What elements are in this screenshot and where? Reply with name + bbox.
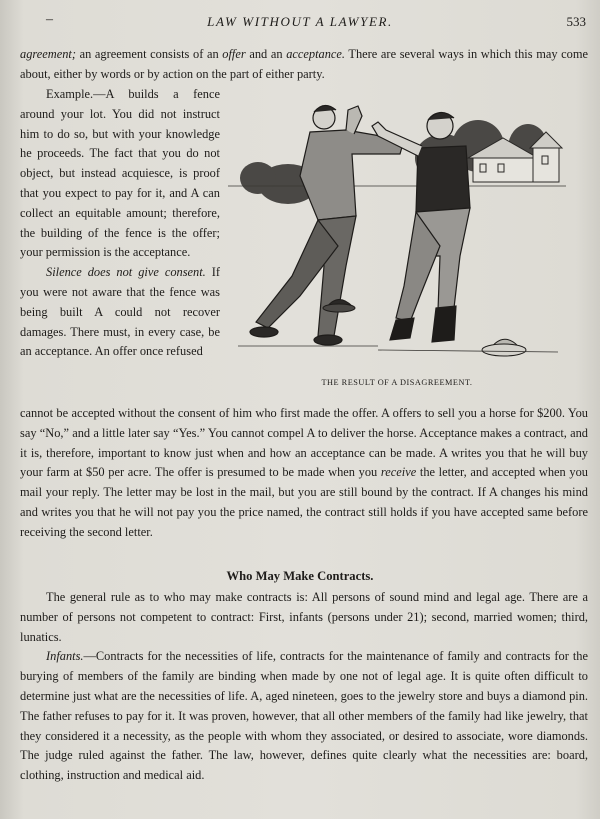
general-rule-paragraph: The general rule as to who may make contracts is: All persons of sound mind and legal age. There are a number of persons not competent to contract: First, infants (persons under 21); second, married women; third, lunatics. [20, 590, 588, 644]
example-paragraph: Example.—A builds a fence around your lot. You did not instruct him to do so, but with your knowledge he proceeds. The fact that you do not object, but instead acquiesce, is proof that you expect to pay for it, and A can collect an equitable amount; therefore, the building of the fence is the offer; your permission is the acceptance. [20, 87, 220, 260]
continuation-text [20, 404, 588, 543]
continuation-text-b: the letter, and accepted when you mail your reply. The letter may be lost in the mail, but you are still bound by the contract. If A changes his mind and writes you that he will not pay you the price named, the contract still holds if you have accepted same before receiving the second letter. [20, 465, 588, 539]
infants-heading: Infants. [46, 649, 84, 664]
left-column [20, 85, 220, 362]
figure-caption: THE RESULT OF A DISAGREEMENT. [321, 378, 473, 387]
intro-paragraph [20, 45, 588, 85]
silence-paragraph [20, 263, 220, 362]
intro-text-a: an agreement consists of an [75, 47, 223, 61]
page-header [0, 0, 600, 40]
header-dash: – [46, 12, 53, 27]
receive-word: receive [380, 465, 417, 480]
intro-offer: offer [222, 47, 246, 61]
hats-on-ground [323, 299, 526, 356]
fight-illustration [228, 96, 566, 368]
silence-heading: Silence does not give consent. [46, 265, 206, 280]
infants-text: —Contracts for the necessities of life, contracts for the maintenance of family and contracts for the burying of members of the family are binding when made by one not of legal age. It is quite often difficult to determine just what are the necessities of life. A, aged nineteen, goes to the jewelry store and buys a diamond pin. The father refuses to pay for it. It was proven, however, that all other members of the family had like jewelry, that they considered it a necessity, as the people with whom they associated, or desired to associate, wore diamonds. The judge ruled against the father. The law, however, defines quite clearly what the necessities are: board, clothing, instruction and medical aid. [20, 649, 588, 783]
running-title: LAW WITHOUT A LAWYER. [207, 14, 393, 29]
page-number: 533 [566, 14, 586, 29]
section-heading: Who May Make Contracts. [226, 569, 374, 583]
continuation-text-a: cannot be accepted without the consent of him who first made the offer. A offers to sell you a horse for $200. You say “No,” and a little later say “Yes.” You cannot compel A to deliver the horse. Acceptance makes a contract, and it is, therefore, important to know just when and how an acceptance can be made. A writes you that he will buy your farm at $50 per acre. The offer is presumed to be made when you [20, 406, 588, 480]
infants-paragraph [20, 647, 588, 786]
silence-text: If you were not aware that the fence was being built A could not recover damages. There must, in every case, be an acceptance. An offer once refused [20, 265, 221, 359]
section-body [20, 588, 588, 786]
intro-acceptance: acceptance. [286, 47, 346, 61]
intro-text-c: There are several ways in which this may come about, either by words or by action on the part of either party. [20, 47, 588, 81]
continuation-paragraph [20, 404, 588, 543]
intro-term: agreement; [20, 47, 76, 61]
intro-text-b: and an [245, 47, 287, 61]
